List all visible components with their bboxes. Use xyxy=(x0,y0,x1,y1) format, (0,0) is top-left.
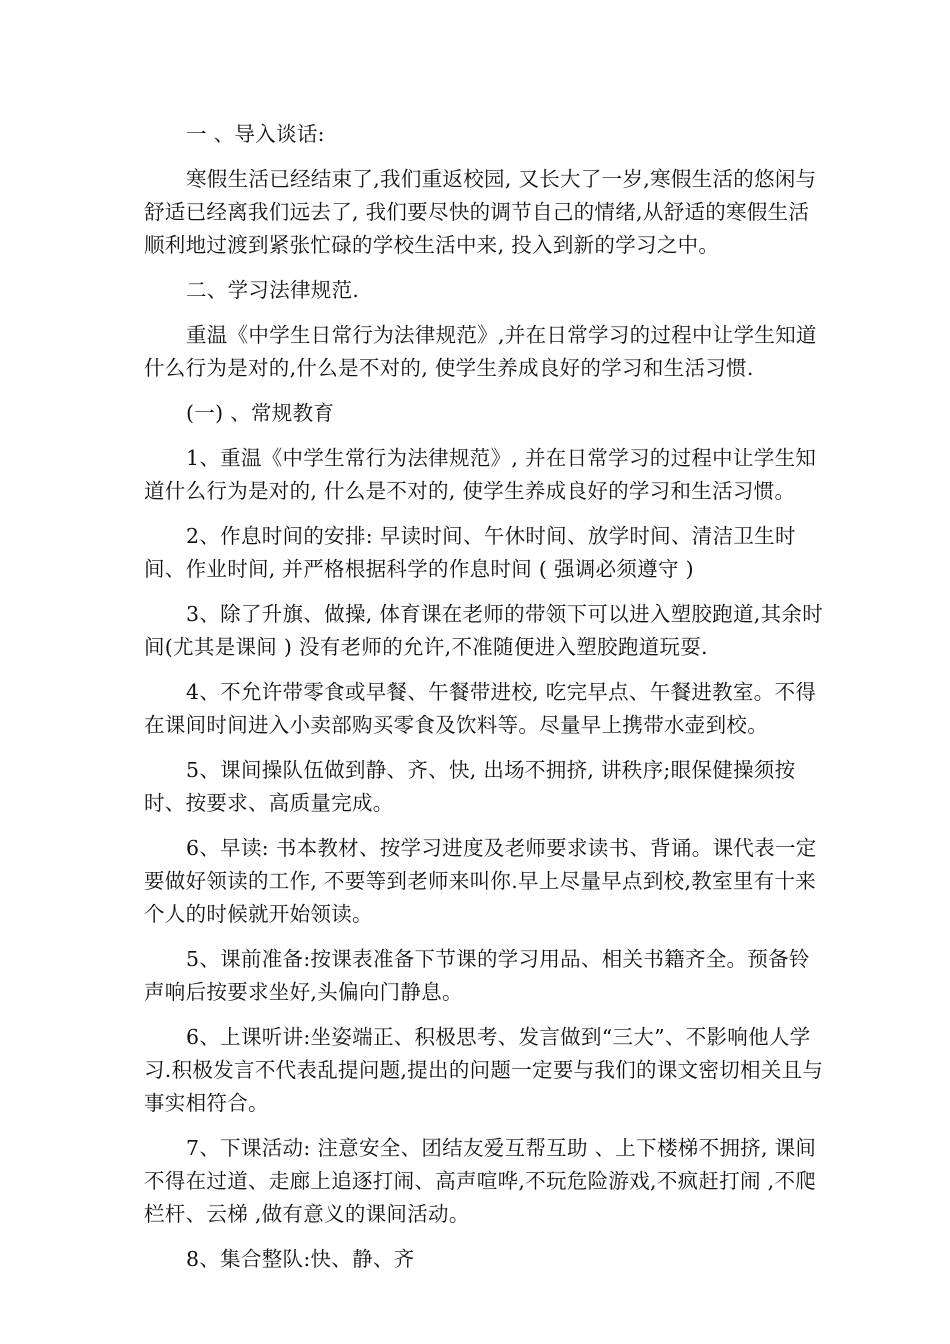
list-item-6b: 6、上课听讲:坐姿端正、积极思考、发言做到“三大”、不影响他人学习.积极发言不代表乱提问题,提出的问题一定要与我们的课文密切相关且与事实相符合。 xyxy=(144,1025,824,1115)
list-item-5b: 5、课前准备:按课表准备下节课的学习用品、相关书籍齐全。预备铃声响后按要求坐好,头偏向门静息。 xyxy=(144,947,810,1004)
list-item-8: 8、集合整队:快、静、齐 xyxy=(186,1247,415,1271)
list-item-6: 6、早读: 书本教材、按学习进度及老师要求读书、背诵。课代表一定要做好领读的工作, 不要等到老师来叫你.早上尽量早点到校,教室里有十来个人的时候就开始领读。 xyxy=(144,836,817,926)
list-item-3: 3、除了升旗、做操, 体育课在老师的带领下可以进入塑胶跑道,其余时间(尤其是课间 ) 没有老师的允许,不准随便进入塑胶跑道玩耍. xyxy=(144,602,823,659)
paragraph-intro: 寒假生活已经结束了,我们重返校园, 又长大了一岁,寒假生活的悠闲与舒适已经离我们远去了, 我们要尽快的调节自己的情绪,从舒适的寒假生活顺利地过渡到紧张忙碌的学校生活中来, 投入到新的学习之中。 xyxy=(144,167,817,257)
list-item-7: 7、下课活动: 注意安全、团结友爱互帮互助 、上下楼梯不拥挤, 课间不得在过道、走廊上追逐打闹、高声喧哗,不玩危险游戏,不疯赶打闹 ,不爬栏杆、云梯 ,做有意义的课间活动。 xyxy=(144,1136,817,1226)
list-item-5: 5、课间操队伍做到静、齐、快, 出场不拥挤, 讲秩序;眼保健操须按时、按要求、高质量完成。 xyxy=(144,758,796,815)
document-page xyxy=(144,118,824,1288)
section-heading-intro: 一 、导入谈话: xyxy=(186,122,325,146)
paragraph-law: 重温《中学生日常行为法律规范》,并在日常学习的过程中让学生知道什么行为是对的,什么是不对的, 使学生养成良好的学习和生活习惯. xyxy=(144,323,817,380)
list-item-4: 4、不允许带零食或早餐、午餐带进校, 吃完早点、午餐进教室。不得在课间时间进入小卖部购买零食及饮料等。尽量早上携带水壶到校。 xyxy=(144,680,817,737)
list-item-2: 2、作息时间的安排: 早读时间、午休时间、放学时间、清洁卫生时间、作业时间, 并严格根据科学的作息时间 ( 强调必须遵守 ) xyxy=(144,524,796,581)
list-item-1: 1、重温《中学生常行为法律规范》, 并在日常学习的过程中让学生知道什么行为是对的, 什么是不对的, 使学生养成良好的学习和生活习惯。 xyxy=(144,446,817,503)
section-heading-law: 二、学习法律规范. xyxy=(186,278,360,302)
subsection-heading-routine: (一) 、常规教育 xyxy=(186,401,335,425)
